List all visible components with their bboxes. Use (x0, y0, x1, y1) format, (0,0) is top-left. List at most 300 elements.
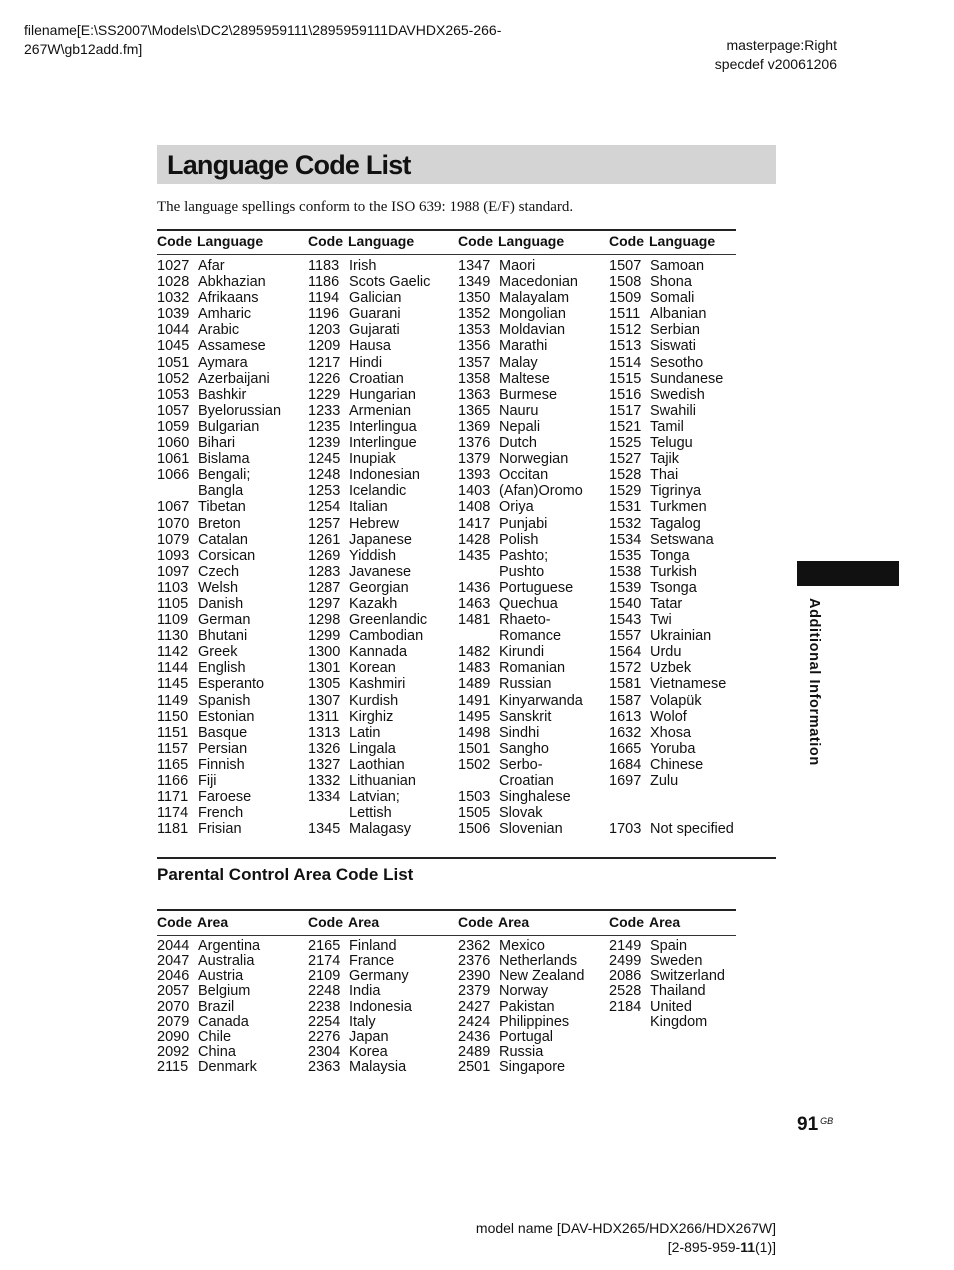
name-cell: Belgium (198, 983, 251, 1000)
name-cell: Polish (499, 531, 539, 548)
table-row (308, 676, 458, 692)
table-row (308, 596, 458, 612)
name-cell: Lithuanian (349, 773, 416, 789)
code-cell: 1109 (157, 612, 189, 629)
table-row (609, 338, 759, 354)
name-cell: Greek (198, 644, 238, 661)
column-header (609, 912, 759, 932)
table-row (609, 532, 759, 548)
name-cell: Zulu (650, 773, 679, 789)
code-cell: 1581 (609, 676, 642, 693)
filename-line-1: filename[E:\SS2007\Models\DC2\2895959111\2895959111DAVHDX265-266- (24, 22, 502, 38)
name-cell: Switzerland (650, 968, 725, 985)
name-cell: Javanese (349, 563, 412, 580)
table-column (308, 258, 458, 837)
code-cell: 1369 (458, 418, 491, 435)
name-cell: Azerbaijani (198, 370, 270, 387)
table-row (458, 290, 608, 306)
code-cell: 1345 (308, 821, 341, 838)
code-cell: 2165 (308, 938, 341, 954)
name-cell: United (650, 998, 692, 1015)
table-row (308, 954, 458, 969)
name-cell: Macedonian (499, 274, 578, 291)
page-number (797, 1114, 833, 1136)
filename-line-2: 267W\gb12add.fm] (24, 41, 143, 57)
name-cell: Armenian (349, 402, 412, 419)
code-cell: 2427 (458, 998, 491, 1015)
table-row (458, 939, 608, 954)
table-row (609, 258, 759, 274)
code-cell: 1298 (308, 612, 341, 629)
name-cell: Siswati (650, 338, 696, 355)
name-cell: Germany (349, 968, 409, 985)
table-row (157, 580, 307, 596)
table-row (308, 612, 458, 628)
name-cell: Romance (499, 628, 562, 645)
code-cell: 1079 (157, 531, 190, 548)
code-cell: 2499 (609, 953, 642, 970)
name-cell: Lettish (349, 805, 392, 822)
code-cell: 1481 (458, 612, 491, 629)
table-column (157, 939, 307, 1075)
table-row (609, 419, 759, 435)
code-cell: 1332 (308, 773, 341, 789)
table-row (458, 725, 608, 741)
code-cell: 1326 (308, 740, 341, 757)
code-cell: 1217 (308, 354, 341, 371)
code-cell: 1352 (458, 306, 491, 323)
code-cell: 1144 (157, 660, 189, 677)
table-row (308, 741, 458, 757)
table-row (458, 1045, 608, 1060)
code-cell: 2376 (458, 953, 491, 970)
name-cell: Basque (198, 724, 248, 741)
name-cell: Telugu (650, 435, 693, 452)
table-row (308, 773, 458, 789)
table-row (458, 499, 608, 515)
name-cell: Tibetan (198, 499, 246, 516)
table-row (609, 821, 759, 837)
table-row (157, 612, 307, 628)
code-cell: 1613 (609, 708, 642, 725)
table-row (609, 984, 759, 999)
name-cell: Thai (650, 467, 679, 484)
table-row (458, 693, 608, 709)
table-row (308, 467, 458, 483)
code-cell: 1209 (308, 338, 341, 355)
code-cell: 1528 (609, 467, 642, 484)
table-row (157, 757, 307, 773)
code-cell: 2057 (157, 983, 190, 1000)
name-cell: Tajik (650, 451, 680, 468)
header-code: Code (157, 914, 192, 930)
name-cell: Fiji (198, 773, 217, 789)
code-cell: 1540 (609, 595, 642, 612)
table-row (308, 306, 458, 322)
code-cell: 1039 (157, 306, 190, 323)
code-cell: 1516 (609, 386, 642, 403)
code-cell: 1226 (308, 370, 341, 387)
header-code: Code (157, 233, 192, 249)
table-row (308, 258, 458, 274)
name-cell: Laothian (349, 756, 405, 773)
name-cell: Mongolian (499, 306, 566, 323)
table-row (609, 628, 759, 644)
table-row (157, 628, 307, 644)
table-row (458, 612, 608, 628)
table-row (308, 371, 458, 387)
code-cell: 2436 (458, 1028, 491, 1045)
table-row (609, 789, 759, 805)
code-cell: 1307 (308, 692, 341, 709)
name-cell: Xhosa (650, 724, 692, 741)
table-row (308, 516, 458, 532)
column-header (157, 231, 307, 251)
code-cell: 1428 (458, 531, 491, 548)
code-cell: 1435 (458, 547, 491, 564)
code-cell: 1313 (308, 724, 341, 741)
name-cell: Turkmen (650, 499, 707, 516)
code-cell: 2044 (157, 938, 190, 954)
name-cell: Burmese (499, 386, 558, 403)
table-row (458, 1030, 608, 1045)
name-cell: Greenlandic (349, 612, 428, 629)
name-cell: Sindhi (499, 724, 540, 741)
name-cell: Bhutani (198, 628, 248, 645)
code-cell (458, 564, 499, 580)
code-cell: 2363 (308, 1059, 341, 1076)
table-row (157, 1045, 307, 1060)
name-cell: Albanian (650, 306, 707, 323)
code-cell: 1515 (609, 370, 642, 387)
name-cell: Singhalese (499, 789, 571, 806)
table-row (308, 939, 458, 954)
code-cell: 1531 (609, 499, 642, 516)
header-name: Language (348, 233, 415, 249)
name-cell: Kirghiz (349, 708, 394, 725)
name-cell: Irish (349, 258, 377, 274)
name-cell: French (198, 805, 244, 822)
code-cell: 2115 (157, 1059, 189, 1076)
code-cell: 1053 (157, 386, 190, 403)
name-cell: Persian (198, 740, 248, 757)
table-row (458, 596, 608, 612)
table-column (308, 939, 458, 1075)
code-cell (609, 789, 650, 805)
table-row (157, 516, 307, 532)
code-cell: 1245 (308, 451, 341, 468)
table-row (157, 419, 307, 435)
name-cell: Hindi (349, 354, 383, 371)
code-cell: 1632 (609, 724, 642, 741)
table-row (458, 660, 608, 676)
code-cell: 1183 (308, 258, 340, 274)
name-cell: Korea (349, 1043, 388, 1060)
code-cell: 2149 (609, 938, 642, 954)
header-name: Area (197, 914, 229, 930)
code-cell: 1257 (308, 515, 341, 532)
table-row (157, 467, 307, 483)
code-cell: 1130 (157, 628, 189, 645)
code-cell: 2501 (458, 1059, 491, 1076)
table-row (157, 371, 307, 387)
table-row (458, 451, 608, 467)
name-cell: English (198, 660, 246, 677)
code-cell: 1194 (308, 290, 340, 307)
name-cell: Hungarian (349, 386, 416, 403)
name-cell: Hebrew (349, 515, 399, 532)
table-row (609, 709, 759, 725)
name-cell: Kazakh (349, 595, 398, 612)
code-cell: 2379 (458, 983, 491, 1000)
table-row (458, 371, 608, 387)
table-row (308, 709, 458, 725)
code-cell (609, 805, 650, 821)
table-row (458, 306, 608, 322)
intro-text: The language spellings conform to the ISO 639: 1988 (E/F) standard. (157, 199, 574, 215)
table-row (609, 757, 759, 773)
code-cell: 1511 (609, 306, 641, 323)
code-cell: 1067 (157, 499, 190, 516)
name-cell: Bulgarian (198, 418, 260, 435)
name-cell: Marathi (499, 338, 548, 355)
code-cell: 1145 (157, 676, 189, 693)
name-cell: Setswana (650, 531, 714, 548)
name-cell: Argentina (198, 938, 261, 954)
name-cell: Oriya (499, 499, 534, 516)
name-cell: Not specified (650, 821, 734, 838)
table-row (609, 954, 759, 969)
table-row (609, 355, 759, 371)
name-cell: Sangho (499, 740, 549, 757)
table-row (308, 757, 458, 773)
code-cell: 2092 (157, 1043, 190, 1060)
table-row (609, 596, 759, 612)
name-cell: Serbo- (499, 756, 543, 773)
table-row (157, 939, 307, 954)
name-cell: Japanese (349, 531, 412, 548)
table-row (308, 387, 458, 403)
name-cell: Pushto (499, 563, 545, 580)
code-cell: 1181 (157, 821, 189, 838)
code-cell: 1060 (157, 435, 190, 452)
table-row (157, 435, 307, 451)
table-row (609, 387, 759, 403)
name-cell: Somali (650, 290, 695, 307)
code-cell: 1529 (609, 483, 642, 500)
code-cell: 1489 (458, 676, 491, 693)
table-row (157, 387, 307, 403)
code-cell: 1051 (157, 354, 190, 371)
name-cell: Swahili (650, 402, 696, 419)
code-cell: 2090 (157, 1028, 190, 1045)
table-row (157, 499, 307, 515)
code-cell: 1517 (609, 402, 642, 419)
table-row (157, 821, 307, 837)
name-cell: Frisian (198, 821, 242, 838)
code-cell: 1521 (609, 418, 642, 435)
name-cell: Bangla (198, 483, 244, 500)
table-row (308, 1045, 458, 1060)
table-row (157, 693, 307, 709)
name-cell: Maltese (499, 370, 550, 387)
table-row (308, 483, 458, 499)
name-cell: Spain (650, 938, 688, 954)
code-cell: 1287 (308, 579, 341, 596)
table-row (308, 403, 458, 419)
page-title: Language Code List (167, 150, 411, 180)
code-cell: 1311 (308, 708, 340, 725)
name-cell: Guarani (349, 306, 401, 323)
name-cell: Romanian (499, 660, 566, 677)
table-row (308, 725, 458, 741)
name-cell: Kannada (349, 644, 408, 661)
name-cell: Volapük (650, 692, 702, 709)
code-cell: 1297 (308, 595, 341, 612)
table-row (609, 1000, 759, 1015)
name-cell: Byelorussian (198, 402, 282, 419)
code-cell: 1269 (308, 547, 341, 564)
table-row (458, 741, 608, 757)
name-cell: Dutch (499, 435, 537, 452)
name-cell: Kirundi (499, 644, 545, 661)
table-row (308, 499, 458, 515)
model-info (476, 1219, 776, 1257)
area-table-header-rule (157, 935, 736, 936)
code-cell: 1229 (308, 386, 341, 403)
code-cell: 1061 (157, 451, 190, 468)
name-cell: Italian (349, 499, 388, 516)
name-cell: Bashkir (198, 386, 247, 403)
table-row (308, 548, 458, 564)
name-cell: Amharic (198, 306, 252, 323)
code-cell: 2276 (308, 1028, 341, 1045)
table-row (458, 676, 608, 692)
name-cell: Abkhazian (198, 274, 266, 291)
code-cell: 1253 (308, 483, 341, 500)
name-cell: Yoruba (650, 740, 696, 757)
model-name-line: model name [DAV-HDX265/HDX266/HDX267W] (475, 1220, 776, 1236)
name-cell: Tonga (650, 547, 690, 564)
table-row (157, 773, 307, 789)
table-row (157, 1060, 307, 1075)
section-divider (157, 857, 776, 859)
table-column (609, 258, 759, 837)
code-cell: 2528 (609, 983, 642, 1000)
code-cell: 1365 (458, 402, 491, 419)
code-cell: 1045 (157, 338, 190, 355)
name-cell: Mexico (499, 938, 545, 954)
table-row (458, 628, 608, 644)
code-cell: 1417 (458, 515, 491, 532)
name-cell: Finland (349, 938, 397, 954)
table-row (458, 954, 608, 969)
table-row (458, 1000, 608, 1015)
code-cell: 1149 (157, 692, 189, 709)
code-cell: 1408 (458, 499, 491, 516)
code-cell: 1347 (458, 258, 491, 274)
code-cell: 1103 (157, 579, 189, 596)
code-cell: 2174 (308, 953, 341, 970)
name-cell: Denmark (198, 1059, 257, 1076)
code-cell: 2184 (609, 998, 642, 1015)
name-cell: Austria (198, 968, 244, 985)
header-code: Code (308, 233, 343, 249)
name-cell: Turkish (650, 563, 697, 580)
name-cell: Sesotho (650, 354, 704, 371)
name-cell: Icelandic (349, 483, 407, 500)
name-cell: Portuguese (499, 579, 574, 596)
part-number-line (476, 1238, 776, 1257)
table-row (609, 676, 759, 692)
name-cell: Interlingua (349, 418, 417, 435)
code-cell: 1028 (157, 274, 190, 291)
table-row (609, 322, 759, 338)
name-cell: Chile (198, 1028, 232, 1045)
code-cell: 1151 (157, 724, 189, 741)
table-row (458, 564, 608, 580)
table-row (458, 580, 608, 596)
code-cell: 1196 (308, 306, 340, 323)
table-row (609, 580, 759, 596)
code-cell: 1482 (458, 644, 491, 661)
header-code: Code (609, 914, 644, 930)
name-cell: Chinese (650, 756, 704, 773)
table-row (609, 435, 759, 451)
table-column (458, 258, 608, 837)
name-cell: Serbian (650, 322, 700, 339)
table-row (458, 805, 608, 821)
code-cell: 1379 (458, 451, 491, 468)
name-cell: Brazil (198, 998, 235, 1015)
name-cell: Twi (650, 612, 672, 629)
name-cell: Canada (198, 1013, 249, 1030)
code-cell: 1248 (308, 467, 341, 484)
code-cell: 1356 (458, 338, 491, 355)
side-section-label: Additional Information (806, 598, 822, 766)
name-cell: Malayalam (499, 290, 570, 307)
table-row (458, 403, 608, 419)
table-row (308, 660, 458, 676)
code-cell: 1070 (157, 515, 190, 532)
name-cell: Tsonga (650, 579, 697, 596)
name-cell: Slovenian (499, 821, 563, 838)
table-row (157, 644, 307, 660)
code-cell: 1503 (458, 789, 491, 806)
table-row (609, 290, 759, 306)
table-row (609, 403, 759, 419)
name-cell: Scots Gaelic (349, 274, 431, 291)
masterpage-info (715, 36, 837, 74)
name-cell: Tamil (650, 418, 684, 435)
name-cell: Galician (349, 290, 402, 307)
table-row (458, 1015, 608, 1030)
header-code: Code (308, 914, 343, 930)
name-cell: Catalan (198, 531, 248, 548)
table-row (157, 805, 307, 821)
name-cell: Bislama (198, 451, 250, 468)
table-row (458, 355, 608, 371)
table-row (609, 499, 759, 515)
code-cell: 1363 (458, 386, 491, 403)
name-cell: (Afan)Oromo (499, 483, 583, 500)
table-row (157, 660, 307, 676)
code-cell: 1495 (458, 708, 491, 725)
name-cell: Afrikaans (198, 290, 259, 307)
code-cell: 2046 (157, 968, 190, 985)
code-cell: 1174 (157, 805, 189, 822)
name-cell: Afar (198, 258, 225, 274)
